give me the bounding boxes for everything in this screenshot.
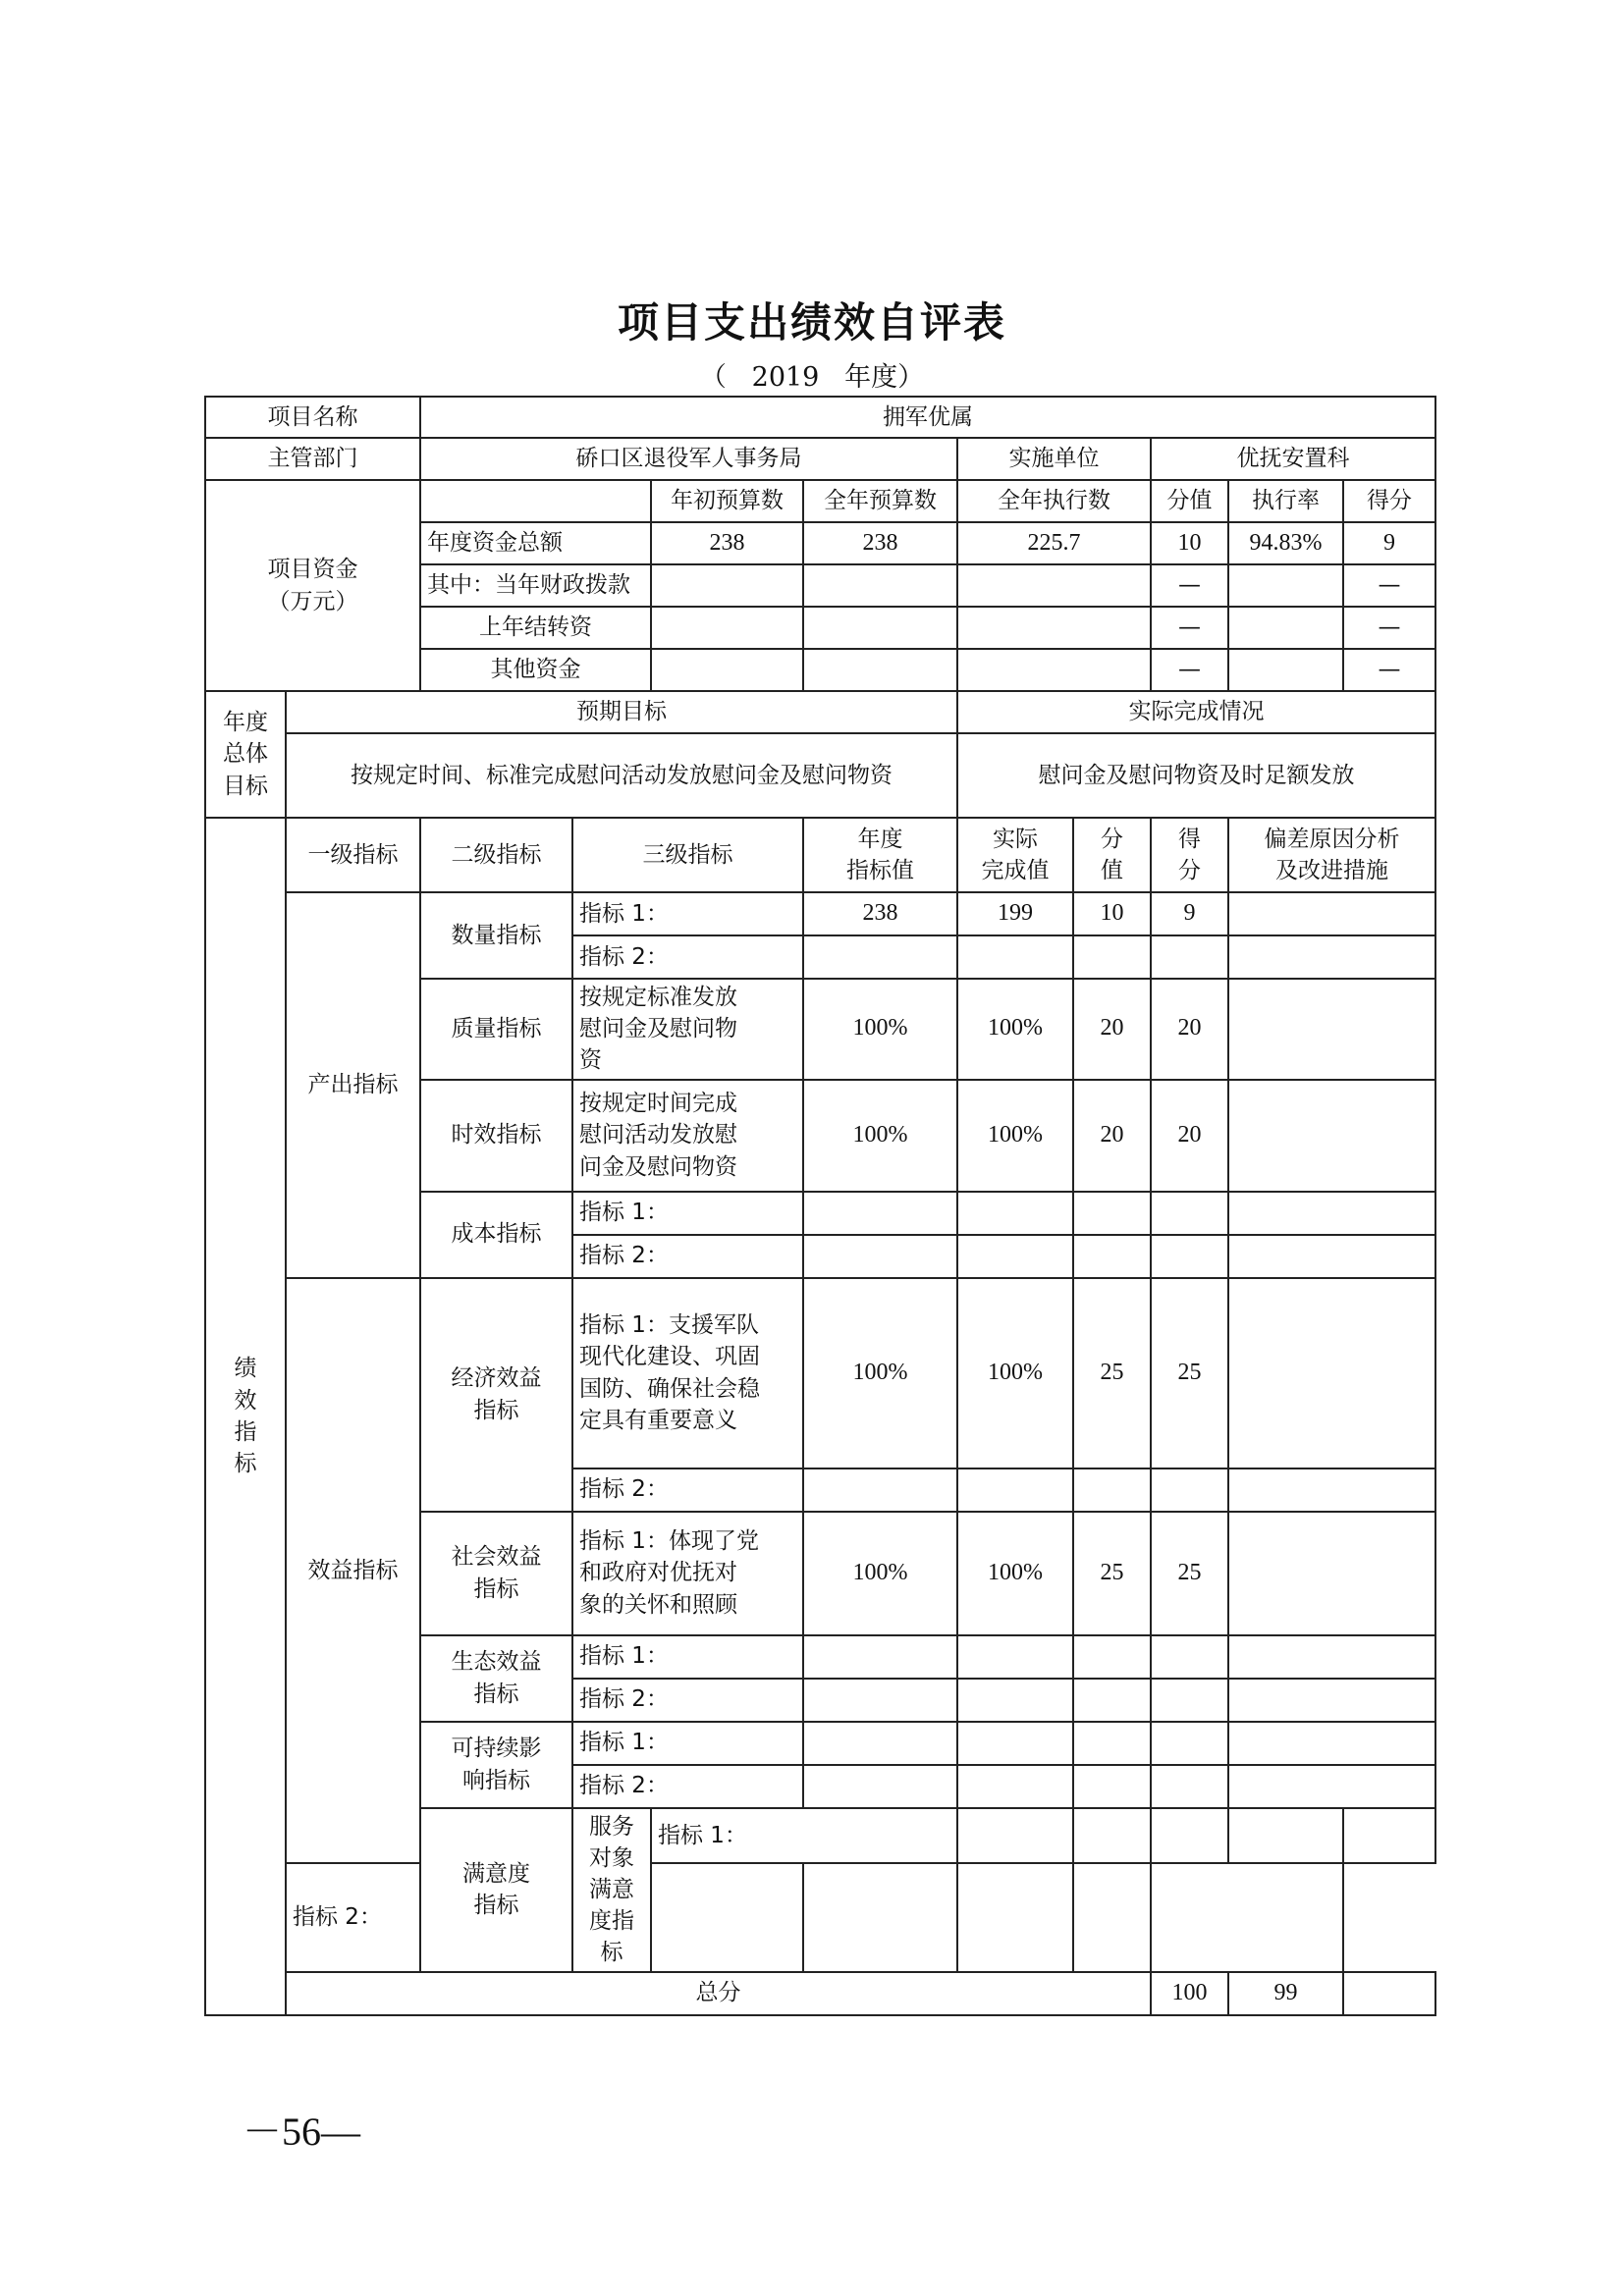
perf-side-char: 标 [234, 1450, 257, 1476]
qty-score: 10 [1073, 892, 1151, 935]
table-cell [803, 1635, 957, 1679]
table-row [205, 691, 1435, 733]
perf-side-char: 效 [234, 1387, 257, 1414]
time-target: 100% [803, 1080, 957, 1192]
table-cell [803, 607, 957, 649]
time-indicator-label: 时效指标 [420, 1080, 572, 1192]
level3-header: 三级指标 [572, 818, 803, 892]
deviation-header [1228, 818, 1435, 892]
label-line: 满意度 [462, 1860, 530, 1887]
project-name-value: 拥军优属 [420, 397, 1435, 438]
time-score: 20 [1073, 1080, 1151, 1192]
table-cell [957, 1808, 1073, 1864]
table-cell [651, 564, 803, 607]
label-line: 社会效益 [451, 1544, 542, 1571]
qty-indicator-label: 数量指标 [420, 892, 572, 979]
funds-other-label: 其他资金 [420, 649, 651, 691]
indicator-2: 指标 2： [572, 1765, 803, 1808]
social-indicator-label [420, 1512, 572, 1635]
label-line: 指标 [473, 1681, 519, 1707]
col-initial-budget: 年初预算数 [651, 480, 803, 522]
dash: — [1151, 649, 1228, 691]
total-label: 总分 [286, 1972, 1151, 2015]
funds-total-got: 9 [1343, 522, 1435, 564]
label-line: 指标 [473, 1397, 519, 1423]
table-cell [803, 649, 957, 691]
perf-side-char: 指 [234, 1418, 257, 1445]
eco-indicator-label [420, 1635, 572, 1722]
desc-line: 定具有重要意义 [579, 1407, 737, 1433]
social-indicator-desc [572, 1512, 803, 1635]
label-line: 指标 [473, 1575, 519, 1602]
col-rate: 执行率 [1228, 480, 1343, 522]
table-cell [1228, 564, 1343, 607]
table-cell [1228, 1468, 1435, 1512]
dash: — [1343, 649, 1435, 691]
table-cell [1073, 1192, 1151, 1235]
social-score: 25 [1073, 1512, 1151, 1635]
indicator-2: 指标 2： [572, 935, 803, 979]
table-cell [1151, 1808, 1228, 1864]
table-cell [1073, 1635, 1151, 1679]
table-cell [957, 607, 1151, 649]
table-cell [1228, 1512, 1435, 1635]
level1-header: 一级指标 [286, 818, 420, 892]
table-cell [651, 649, 803, 691]
table-cell [1151, 1235, 1228, 1278]
social-got: 25 [1151, 1512, 1228, 1635]
table-cell [803, 1235, 957, 1278]
impl-value: 优抚安置科 [1151, 438, 1435, 480]
header-line: 完成值 [981, 858, 1050, 883]
table-cell [803, 1679, 957, 1722]
table-cell [957, 1765, 1073, 1808]
got-header [1151, 818, 1228, 892]
output-indicator-label: 产出指标 [286, 892, 420, 1278]
indicator-1: 指标 1： [572, 1722, 803, 1765]
table-row [205, 397, 1435, 438]
expected-goal: 按规定时间、标准完成慰问活动发放慰问金及慰问物资 [286, 733, 957, 818]
indicator-2: 指标 2： [572, 1679, 803, 1722]
table-cell [1228, 1765, 1435, 1808]
expected-goal-header: 预期目标 [286, 691, 957, 733]
table-cell [957, 1468, 1073, 1512]
indicator-1: 指标 1： [572, 1635, 803, 1679]
header-line: 分 [1178, 858, 1201, 883]
goals-label-line: 年度 [223, 710, 268, 736]
desc-line: 指标 1：体现了党 [579, 1528, 759, 1555]
header-line: 年度 [857, 826, 903, 852]
label-line: 满意度指 [589, 1876, 634, 1935]
label-line: 指标 [473, 1893, 519, 1919]
econ-got: 25 [1151, 1278, 1228, 1468]
table-cell [803, 1863, 957, 1971]
table-cell [803, 1468, 957, 1512]
qty-got: 9 [1151, 892, 1228, 935]
page-subtitle: （ 2019 年度） [699, 362, 925, 393]
dept-label: 主管部门 [205, 438, 420, 480]
table-cell [1228, 979, 1435, 1080]
dash: — [1343, 564, 1435, 607]
score-header [1073, 818, 1151, 892]
table-cell [1073, 1679, 1151, 1722]
table-row [205, 1278, 1435, 1468]
econ-indicator-desc [572, 1278, 803, 1468]
level2-header: 二级指标 [420, 818, 572, 892]
label-line: 响指标 [462, 1767, 530, 1793]
table-cell [651, 607, 803, 649]
table-cell [957, 564, 1151, 607]
table-row [205, 892, 1435, 935]
table-cell [1228, 1192, 1435, 1235]
table-cell [1228, 1235, 1435, 1278]
table-cell [1151, 1192, 1228, 1235]
table-cell [957, 1722, 1073, 1765]
qty-target: 238 [803, 892, 957, 935]
page-title: 项目支出绩效自评表 [617, 298, 1006, 347]
header-line: 值 [1101, 858, 1123, 883]
service-indicator-label [572, 1808, 651, 1972]
col-full-budget: 全年预算数 [803, 480, 957, 522]
funds-total-initial: 238 [651, 522, 803, 564]
quality-target: 100% [803, 979, 957, 1080]
desc-line: 按规定时间完成 [579, 1091, 737, 1117]
quality-indicator-label: 质量指标 [420, 979, 572, 1080]
desc-line: 按规定标准发放 [579, 985, 737, 1010]
funds-total-label: 年度资金总额 [420, 522, 651, 564]
table-cell [1151, 1722, 1228, 1765]
table-cell [1228, 935, 1435, 979]
funds-total-full: 238 [803, 522, 957, 564]
sust-indicator-label [420, 1722, 572, 1808]
header-line: 指标值 [846, 858, 914, 883]
label-line: 经济效益 [451, 1365, 542, 1392]
funds-fiscal-label: 其中：当年财政拨款 [420, 564, 651, 607]
table-cell [957, 1635, 1073, 1679]
funds-label-line1: 项目资金 [267, 557, 358, 583]
table-cell [803, 564, 957, 607]
page-number: －56— [243, 2109, 360, 2154]
table-cell [1151, 1765, 1228, 1808]
table-cell [1228, 892, 1435, 935]
table-cell [1073, 1468, 1151, 1512]
header-line: 偏差原因分析 [1264, 826, 1400, 852]
social-actual: 100% [957, 1512, 1073, 1635]
total-score: 100 [1151, 1972, 1228, 2015]
actual-value-header [957, 818, 1073, 892]
table-row [205, 1972, 1435, 2015]
econ-actual: 100% [957, 1278, 1073, 1468]
table-cell [1151, 1679, 1228, 1722]
indicator-1: 指标 1： [651, 1808, 957, 1864]
table-cell [1343, 1808, 1435, 1864]
actual-result-header: 实际完成情况 [957, 691, 1435, 733]
dash: — [1151, 607, 1228, 649]
qty-actual: 199 [957, 892, 1073, 935]
table-cell [803, 1192, 957, 1235]
header-line: 及改进措施 [1275, 858, 1389, 883]
table-cell [1151, 1635, 1228, 1679]
table-cell [1228, 649, 1343, 691]
desc-line: 资 [579, 1047, 602, 1074]
goals-label-line: 总体 [223, 741, 268, 768]
table-cell [1151, 935, 1228, 979]
table-cell [957, 1863, 1073, 1971]
label-line: 标 [600, 1940, 623, 1966]
goals-label-line: 目标 [223, 773, 268, 799]
funds-blank-header [420, 480, 651, 522]
total-got: 99 [1228, 1972, 1343, 2015]
funds-label-line2: （万元） [267, 588, 358, 614]
time-got: 20 [1151, 1080, 1228, 1192]
econ-indicator-label [420, 1278, 572, 1512]
econ-score: 25 [1073, 1278, 1151, 1468]
goals-label [205, 691, 286, 818]
quality-score: 20 [1073, 979, 1151, 1080]
dept-value: 硚口区退役军人事务局 [420, 438, 957, 480]
desc-line: 现代化建设、巩固 [579, 1344, 760, 1370]
cost-indicator-label: 成本指标 [420, 1192, 572, 1278]
table-cell [803, 1765, 957, 1808]
table-cell [803, 935, 957, 979]
desc-line: 慰问活动发放慰 [579, 1122, 737, 1148]
header-line: 得 [1178, 826, 1201, 852]
table-cell [651, 1863, 803, 1971]
table-row [205, 480, 1435, 522]
indicator-1: 指标 1： [572, 1192, 803, 1235]
social-target: 100% [803, 1512, 957, 1635]
header-line: 分 [1101, 826, 1123, 852]
table-cell [1343, 1972, 1435, 2015]
quality-got: 20 [1151, 979, 1228, 1080]
header-line: 实际 [993, 826, 1038, 852]
table-cell [957, 935, 1073, 979]
table-cell [1151, 1863, 1343, 1971]
dash: — [1151, 564, 1228, 607]
table-cell [1228, 1080, 1435, 1192]
quality-indicator-desc [572, 979, 803, 1080]
desc-line: 和政府对优抚对 [579, 1560, 737, 1586]
table-cell [957, 1192, 1073, 1235]
evaluation-table [204, 396, 1436, 2016]
col-score: 分值 [1151, 480, 1228, 522]
table-cell [957, 1679, 1073, 1722]
dash: — [1343, 607, 1435, 649]
table-cell [1073, 935, 1151, 979]
desc-line: 慰问金及慰问物 [579, 1016, 737, 1042]
table-row [205, 733, 1435, 818]
funds-label [205, 480, 420, 691]
col-got: 得分 [1343, 480, 1435, 522]
actual-result: 慰问金及慰问物资及时足额发放 [957, 733, 1435, 818]
table-row [205, 1863, 1435, 1971]
table-cell [1073, 1235, 1151, 1278]
indicator-2: 指标 2： [572, 1235, 803, 1278]
table-cell [803, 1722, 957, 1765]
table-cell [957, 1235, 1073, 1278]
label-line: 服务对象 [589, 1813, 634, 1871]
impl-label: 实施单位 [957, 438, 1151, 480]
label-line: 可持续影 [451, 1735, 542, 1762]
desc-line: 国防、确保社会稳 [579, 1375, 760, 1402]
indicator-2: 指标 2： [286, 1863, 572, 1971]
table-cell [1228, 1722, 1435, 1765]
table-cell [1073, 1863, 1151, 1971]
econ-target: 100% [803, 1278, 957, 1468]
benefit-indicator-label: 效益指标 [286, 1278, 420, 1864]
table-cell [1073, 1722, 1151, 1765]
perf-side-char: 绩 [234, 1356, 257, 1382]
funds-total-score: 10 [1151, 522, 1228, 564]
time-actual: 100% [957, 1080, 1073, 1192]
table-cell [957, 649, 1151, 691]
funds-total-exec: 225.7 [957, 522, 1151, 564]
indicator-1: 指标 1： [572, 892, 803, 935]
table-row [205, 438, 1435, 480]
table-cell [1228, 607, 1343, 649]
desc-line: 问金及慰问物资 [579, 1153, 737, 1180]
label-line: 生态效益 [451, 1649, 542, 1676]
quality-actual: 100% [957, 979, 1073, 1080]
funds-total-rate: 94.83% [1228, 522, 1343, 564]
table-cell [1073, 1808, 1151, 1864]
col-full-exec: 全年执行数 [957, 480, 1151, 522]
time-indicator-desc [572, 1080, 803, 1192]
desc-line: 指标 1：支援军队 [579, 1312, 759, 1339]
table-cell [1151, 1468, 1228, 1512]
annual-target-header [803, 818, 957, 892]
perf-side-label [205, 818, 286, 2015]
desc-line: 象的关怀和照顾 [579, 1591, 737, 1618]
table-cell [1228, 1679, 1435, 1722]
funds-carry-label: 上年结转资 [420, 607, 651, 649]
indicator-2: 指标 2： [572, 1468, 803, 1512]
table-cell [1228, 1808, 1343, 1864]
table-cell [1228, 1278, 1435, 1468]
project-name-label: 项目名称 [205, 397, 420, 438]
table-cell [1073, 1765, 1151, 1808]
table-cell [1228, 1635, 1435, 1679]
table-row [205, 818, 1435, 892]
